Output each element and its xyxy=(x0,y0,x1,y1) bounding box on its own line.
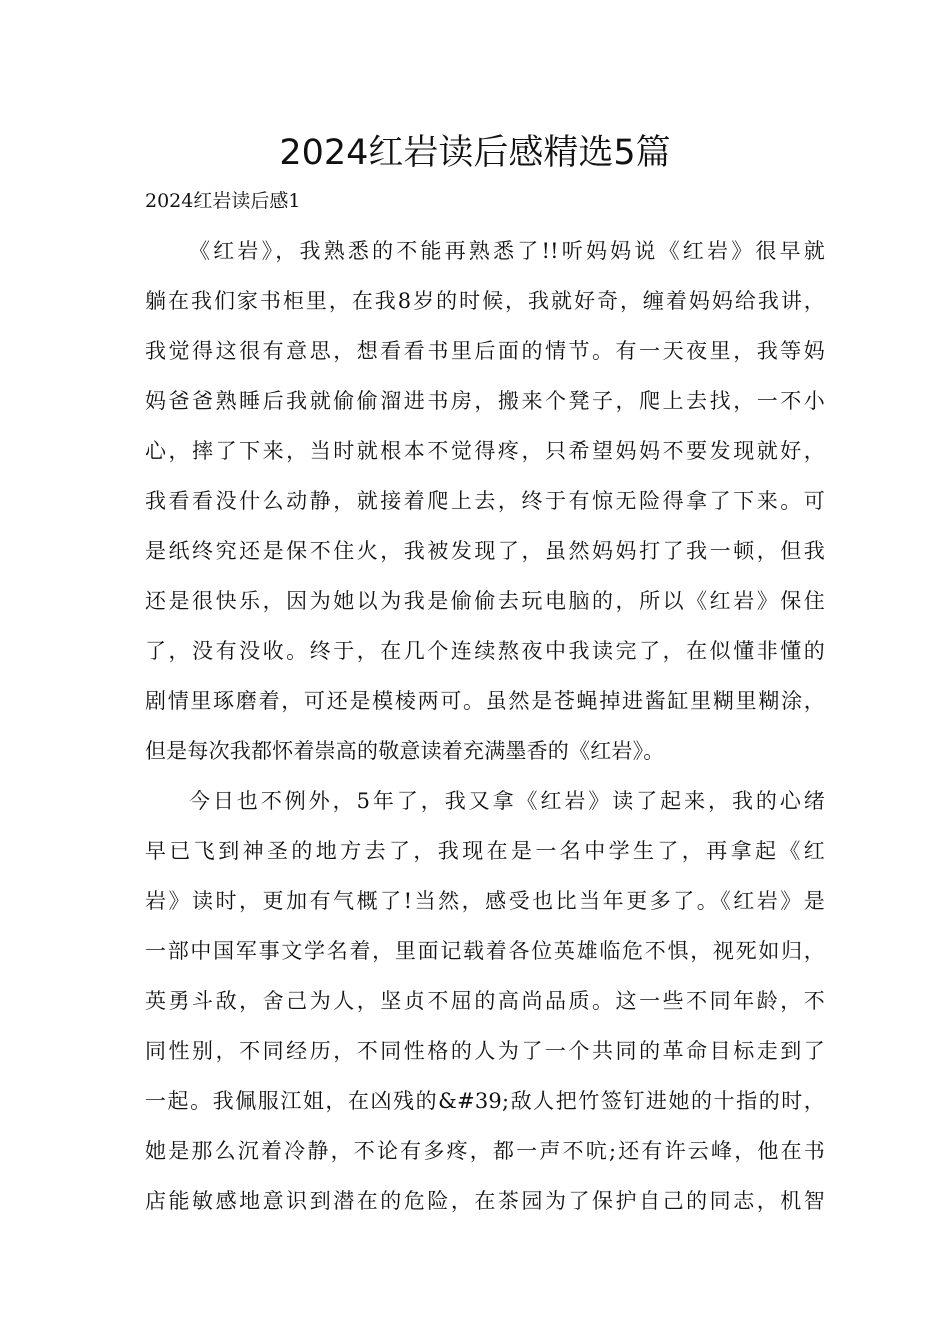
document-title: 2024红岩读后感精选5篇 xyxy=(279,133,671,173)
paragraph-line: 躺在我们家书柜里，在我8岁的时候，我就好奇，缠着妈妈给我讲， xyxy=(145,289,825,313)
section-heading: 2024红岩读后感1 xyxy=(145,190,301,212)
paragraph-line: 同性别，不同经历，不同性格的人为了一个共同的革命目标走到了 xyxy=(145,1039,825,1063)
paragraph-line: 一部中国军事文学名着，里面记载着各位英雄临危不惧，视死如归， xyxy=(145,939,825,963)
paragraph-line: 心，摔了下来，当时就根本不觉得疼，只希望妈妈不要发现就好， xyxy=(145,439,825,463)
paragraph-line: 店能敏感地意识到潜在的危险，在茶园为了保护自己的同志，机智 xyxy=(145,1189,825,1213)
paragraph-line: 《红岩》，我熟悉的不能再熟悉了!!听妈妈说《红岩》很早就 xyxy=(189,239,825,263)
paragraph-line: 她是那么沉着冷静，不论有多疼，都一声不吭;还有许云峰，他在书 xyxy=(145,1139,825,1163)
paragraph-line: 我觉得这很有意思，想看看书里后面的情节。有一天夜里，我等妈 xyxy=(145,339,825,363)
paragraph-line: 但是每次我都怀着崇高的敬意读着充满墨香的《红岩》。 xyxy=(145,739,665,763)
paragraph-line: 妈爸爸熟睡后我就偷偷溜进书房，搬来个凳子，爬上去找，一不小 xyxy=(145,389,825,413)
paragraph-line: 我看看没什么动静，就接着爬上去，终于有惊无险得拿了下来。可 xyxy=(145,489,825,513)
paragraph-line: 今日也不例外，5年了，我又拿《红岩》读了起来，我的心绪 xyxy=(189,789,825,813)
paragraph-line: 岩》读时，更加有气概了!当然，感受也比当年更多了。《红岩》是 xyxy=(145,889,825,913)
paragraph-line: 剧情里琢磨着，可还是模棱两可。虽然是苍蝇掉进酱缸里糊里糊涂， xyxy=(145,689,825,713)
paragraph-line: 早已飞到神圣的地方去了，我现在是一名中学生了，再拿起《红 xyxy=(145,839,825,863)
paragraph-line: 是纸终究还是保不住火，我被发现了，虽然妈妈打了我一顿，但我 xyxy=(145,539,825,563)
paragraph-line: 还是很快乐，因为她以为我是偷偷去玩电脑的，所以《红岩》保住 xyxy=(145,589,825,613)
paragraph-line: 了，没有没收。终于，在几个连续熬夜中我读完了，在似懂非懂的 xyxy=(145,639,825,663)
paragraph-line: 一起。我佩服江姐，在凶残的&#39;敌人把竹签钉进她的十指的时， xyxy=(145,1089,825,1113)
paragraph-line: 英勇斗敌，舍己为人，坚贞不屈的高尚品质。这一些不同年龄，不 xyxy=(145,989,825,1013)
